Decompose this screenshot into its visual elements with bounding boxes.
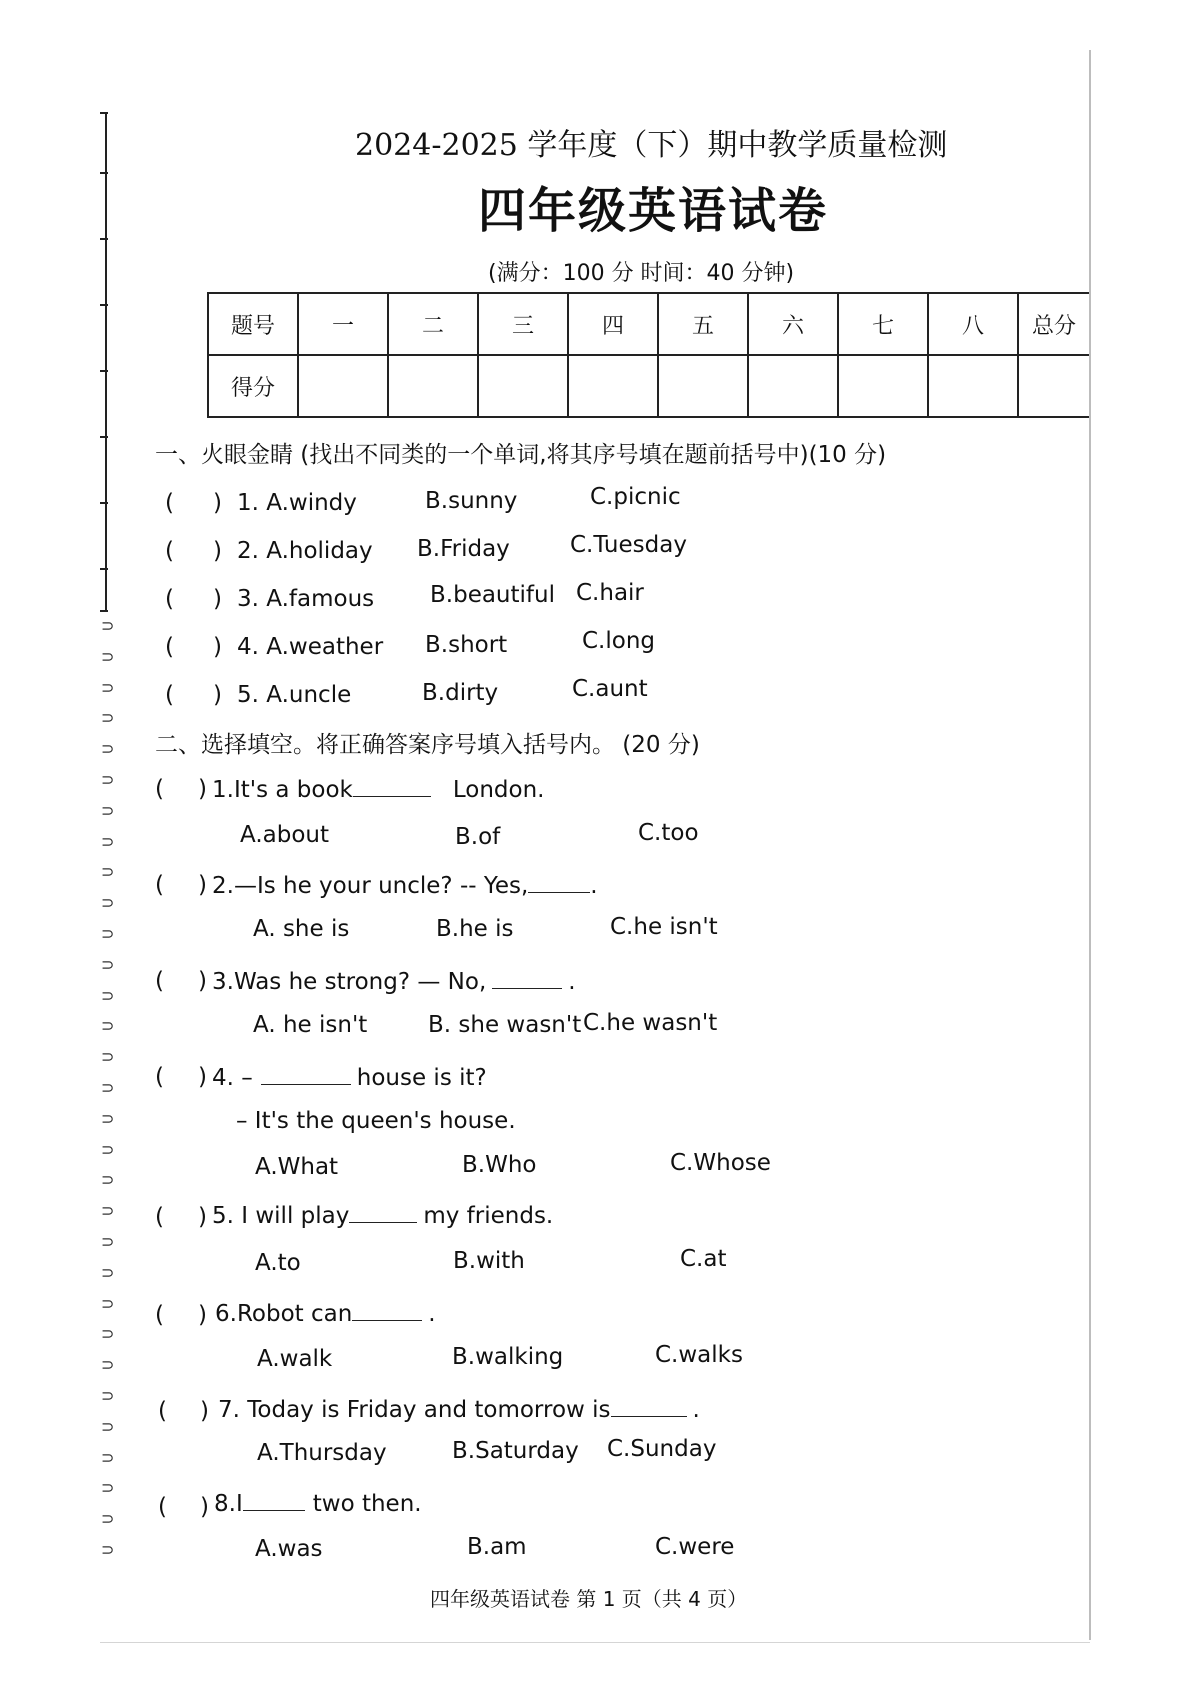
answer-paren-close: ) bbox=[213, 490, 222, 516]
answer-paren-open: ( bbox=[165, 490, 174, 516]
answer-paren-close: ) bbox=[198, 776, 207, 802]
score-cell[interactable] bbox=[478, 355, 568, 417]
fill-blank[interactable] bbox=[353, 774, 431, 797]
s1-q4-option-b: B.short bbox=[425, 632, 508, 658]
binding-line bbox=[105, 112, 107, 612]
binding-hole: ⊃ bbox=[101, 1416, 115, 1436]
s1-q3-option-c: C.hair bbox=[576, 580, 644, 606]
s2-q7-option-a: A.Thursday bbox=[257, 1440, 387, 1466]
s1-q4-option-a: 4. A.weather bbox=[237, 634, 384, 660]
answer-paren-close: ) bbox=[213, 682, 222, 708]
binding-hole: ⊃ bbox=[101, 1324, 115, 1344]
binding-tick bbox=[100, 112, 108, 114]
s2-q6-option-a: A.walk bbox=[257, 1346, 333, 1372]
s2-q1-stem-tail: London. bbox=[452, 777, 545, 803]
binding-hole: ⊃ bbox=[101, 616, 115, 635]
score-cell[interactable] bbox=[298, 355, 388, 417]
answer-paren-open: ( bbox=[165, 538, 174, 564]
binding-hole: ⊃ bbox=[101, 893, 115, 913]
s1-q2-option-a: 2. A.holiday bbox=[237, 538, 373, 564]
score-table-header-cell: 二 bbox=[388, 293, 478, 355]
score-table-header-cell: 四 bbox=[568, 293, 658, 355]
fill-blank[interactable] bbox=[611, 1394, 687, 1417]
s2-q5-option-c: C.at bbox=[680, 1246, 727, 1272]
answer-paren-open: ( bbox=[158, 1494, 167, 1520]
binding-hole: ⊃ bbox=[101, 1293, 115, 1313]
answer-paren-open: ( bbox=[165, 634, 174, 660]
binding-hole: ⊃ bbox=[101, 862, 115, 882]
binding-hole: ⊃ bbox=[101, 1386, 115, 1405]
s2-q3-option-b: B. she wasn't bbox=[428, 1012, 582, 1038]
answer-paren-open: ( bbox=[155, 1064, 164, 1090]
binding-hole: ⊃ bbox=[101, 954, 115, 974]
s2-q2-stem bbox=[212, 870, 598, 899]
s2-q8-option-b: B.am bbox=[467, 1534, 527, 1560]
s2-q4-stem-tail: house is it? bbox=[356, 1065, 487, 1091]
answer-paren-close: ) bbox=[198, 1064, 207, 1090]
score-cell[interactable] bbox=[388, 355, 478, 417]
fill-blank[interactable] bbox=[243, 1488, 305, 1511]
binding-hole: ⊃ bbox=[101, 1047, 115, 1067]
s2-q3-stem-text: 3.Was he strong? — No, bbox=[212, 969, 487, 995]
s2-q1-option-c: C.too bbox=[638, 820, 699, 846]
binding-tick bbox=[100, 172, 108, 174]
exam-title-term: 2024-2025 学年度（下）期中教学质量检测 bbox=[355, 128, 948, 163]
score-cell[interactable] bbox=[748, 355, 838, 417]
s2-q8-option-a: A.was bbox=[255, 1536, 323, 1562]
score-table-header-cell: 七 bbox=[838, 293, 928, 355]
score-table-header-cell: 三 bbox=[478, 293, 568, 355]
binding-hole: ⊃ bbox=[101, 677, 115, 697]
score-table-header-cell: 题号 bbox=[208, 293, 298, 355]
s1-q3-option-b: B.beautiful bbox=[430, 582, 555, 608]
s2-q6-stem-tail: . bbox=[428, 1301, 436, 1327]
answer-paren-open: ( bbox=[155, 1204, 164, 1230]
answer-paren-open: ( bbox=[155, 968, 164, 994]
answer-paren-close: ) bbox=[213, 634, 222, 660]
s1-q1-option-a: 1. A.windy bbox=[237, 490, 357, 516]
answer-paren-open: ( bbox=[165, 682, 174, 708]
s1-q5-option-b: B.dirty bbox=[422, 680, 499, 706]
s1-q1-option-c: C.picnic bbox=[590, 484, 681, 510]
s2-q7-option-b: B.Saturday bbox=[452, 1438, 579, 1464]
s2-q4-stem-text: 4. – bbox=[212, 1065, 253, 1091]
s2-q2-option-c: C.he isn't bbox=[610, 914, 718, 940]
binding-hole: ⊃ bbox=[101, 1540, 115, 1559]
s2-q5-stem-tail: my friends. bbox=[423, 1203, 554, 1229]
exam-title-subject: 四年级英语试卷 bbox=[478, 183, 829, 239]
s2-q5-option-b: B.with bbox=[453, 1248, 525, 1274]
s2-q1-stem bbox=[212, 774, 544, 803]
score-table-score-label: 得分 bbox=[208, 355, 298, 417]
score-table-header-row bbox=[208, 293, 1089, 355]
s2-q2-option-b: B.he is bbox=[436, 916, 514, 942]
score-table-header-cell: 八 bbox=[928, 293, 1018, 355]
answer-paren-open: ( bbox=[155, 1302, 164, 1328]
s2-q5-option-a: A.to bbox=[255, 1250, 301, 1276]
fill-blank[interactable] bbox=[261, 1062, 351, 1085]
s2-q6-option-c: C.walks bbox=[655, 1342, 743, 1368]
score-table-header-cell: 总分 bbox=[1018, 293, 1089, 355]
s2-q3-option-a: A. he isn't bbox=[253, 1012, 368, 1038]
score-cell[interactable] bbox=[838, 355, 928, 417]
answer-paren-open: ( bbox=[158, 1398, 167, 1424]
binding-hole: ⊃ bbox=[101, 831, 115, 851]
s1-q5-option-a: 5. A.uncle bbox=[237, 682, 352, 708]
answer-paren-close: ) bbox=[198, 968, 207, 994]
binding-hole: ⊃ bbox=[101, 1201, 115, 1221]
binding-hole: ⊃ bbox=[101, 739, 115, 759]
score-table-header-cell: 五 bbox=[658, 293, 748, 355]
binding-tick bbox=[100, 568, 108, 570]
section2-heading: 二、选择填空。将正确答案序号填入括号内。 (20 分) bbox=[155, 732, 700, 758]
exam-info: (满分：100 分 时间：40 分钟) bbox=[488, 261, 795, 286]
s2-q3-option-c: C.he wasn't bbox=[583, 1010, 718, 1036]
s2-q8-stem-text: 8.I bbox=[214, 1491, 243, 1517]
binding-hole: ⊃ bbox=[101, 708, 115, 728]
answer-paren-open: ( bbox=[165, 586, 174, 612]
s2-q3-stem bbox=[212, 966, 576, 995]
s2-q1-option-b: B.of bbox=[455, 824, 501, 850]
binding-hole: ⊃ bbox=[101, 1355, 115, 1375]
binding-hole: ⊃ bbox=[101, 646, 115, 666]
s1-q2-option-c: C.Tuesday bbox=[570, 532, 687, 558]
s2-q4-option-c: C.Whose bbox=[670, 1150, 771, 1176]
s1-q3-option-a: 3. A.famous bbox=[237, 586, 375, 612]
s1-q5-option-c: C.aunt bbox=[572, 676, 648, 702]
s2-q6-option-b: B.walking bbox=[452, 1344, 564, 1370]
binding-hole: ⊃ bbox=[101, 1262, 115, 1282]
s2-q2-stem-tail: . bbox=[590, 873, 598, 899]
s2-q4-stem bbox=[212, 1062, 487, 1091]
binding-hole: ⊃ bbox=[101, 1509, 115, 1529]
answer-paren-close: ) bbox=[198, 872, 207, 898]
score-cell[interactable] bbox=[568, 355, 658, 417]
s2-q7-stem-text: 7. Today is Friday and tomorrow is bbox=[218, 1397, 611, 1423]
score-table bbox=[207, 292, 1089, 418]
binding-hole: ⊃ bbox=[101, 1016, 115, 1036]
s1-q1-option-b: B.sunny bbox=[425, 488, 518, 514]
s2-q5-stem-text: 5. I will play bbox=[212, 1203, 350, 1229]
s2-q7-stem-tail: . bbox=[692, 1397, 700, 1423]
binding-tick bbox=[100, 370, 108, 372]
binding-tick bbox=[100, 610, 108, 612]
fill-blank[interactable] bbox=[349, 1200, 417, 1223]
s2-q1-stem-text: 1.It's a book bbox=[212, 777, 353, 803]
s1-q2-option-b: B.Friday bbox=[417, 536, 510, 562]
answer-paren-close: ) bbox=[198, 1204, 207, 1230]
answer-paren-close: ) bbox=[213, 538, 222, 564]
answer-paren-open: ( bbox=[155, 776, 164, 802]
binding-tick bbox=[100, 238, 108, 240]
binding-hole: ⊃ bbox=[101, 800, 115, 820]
s2-q7-stem bbox=[218, 1394, 700, 1423]
s2-q8-option-c: C.were bbox=[655, 1534, 735, 1560]
score-table-header-cell: 一 bbox=[298, 293, 388, 355]
answer-paren-close: ) bbox=[213, 586, 222, 612]
binding-hole: ⊃ bbox=[101, 1078, 115, 1097]
s2-q4-option-a: A.What bbox=[255, 1154, 339, 1180]
binding-hole: ⊃ bbox=[101, 1232, 115, 1251]
answer-paren-close: ) bbox=[198, 1302, 207, 1328]
s2-q4-option-b: B.Who bbox=[462, 1152, 537, 1178]
s1-q4-option-c: C.long bbox=[582, 628, 656, 654]
binding-tick bbox=[100, 502, 108, 504]
s2-q1-option-a: A.about bbox=[240, 822, 330, 848]
page-right-edge bbox=[1089, 50, 1091, 1640]
s2-q8-stem-tail: two then. bbox=[312, 1491, 422, 1517]
answer-paren-close: ) bbox=[200, 1398, 209, 1424]
binding-tick bbox=[100, 436, 108, 438]
answer-paren-open: ( bbox=[155, 872, 164, 898]
score-cell[interactable] bbox=[658, 355, 748, 417]
binding-hole: ⊃ bbox=[101, 1447, 115, 1467]
s2-q2-stem-text: 2.—Is he your uncle? -- Yes, bbox=[212, 873, 529, 899]
s2-q6-stem bbox=[215, 1298, 436, 1327]
s2-q3-stem-tail: . bbox=[568, 969, 576, 995]
score-table-score-row bbox=[208, 355, 1089, 417]
binding-hole: ⊃ bbox=[101, 1139, 115, 1159]
score-table-header-cell: 六 bbox=[748, 293, 838, 355]
score-cell[interactable] bbox=[1018, 355, 1089, 417]
s2-q4-answer-line: – It's the queen's house. bbox=[236, 1108, 516, 1134]
score-cell[interactable] bbox=[928, 355, 1018, 417]
s2-q2-option-a: A. she is bbox=[253, 916, 350, 942]
s2-q8-stem bbox=[214, 1488, 422, 1517]
binding-hole: ⊃ bbox=[101, 985, 115, 1005]
s2-q6-stem-text: 6.Robot can bbox=[215, 1301, 353, 1327]
binding-hole: ⊃ bbox=[101, 924, 115, 943]
s2-q7-option-c: C.Sunday bbox=[607, 1436, 717, 1462]
binding-tick bbox=[100, 304, 108, 306]
page-bottom-edge bbox=[100, 1642, 1090, 1643]
binding-hole: ⊃ bbox=[101, 1478, 115, 1498]
page-footer: 四年级英语试卷 第 1 页（共 4 页） bbox=[430, 1587, 748, 1611]
answer-paren-close: ) bbox=[200, 1494, 209, 1520]
binding-hole: ⊃ bbox=[101, 1108, 115, 1128]
fill-blank[interactable] bbox=[352, 1298, 422, 1321]
s2-q5-stem bbox=[212, 1200, 553, 1229]
fill-blank[interactable] bbox=[528, 870, 590, 893]
binding-hole: ⊃ bbox=[101, 1170, 115, 1190]
fill-blank[interactable] bbox=[492, 966, 562, 989]
section1-heading: 一、火眼金睛 (找出不同类的一个单词,将其序号填在题前括号中)(10 分) bbox=[155, 442, 887, 468]
binding-hole: ⊃ bbox=[101, 770, 115, 789]
